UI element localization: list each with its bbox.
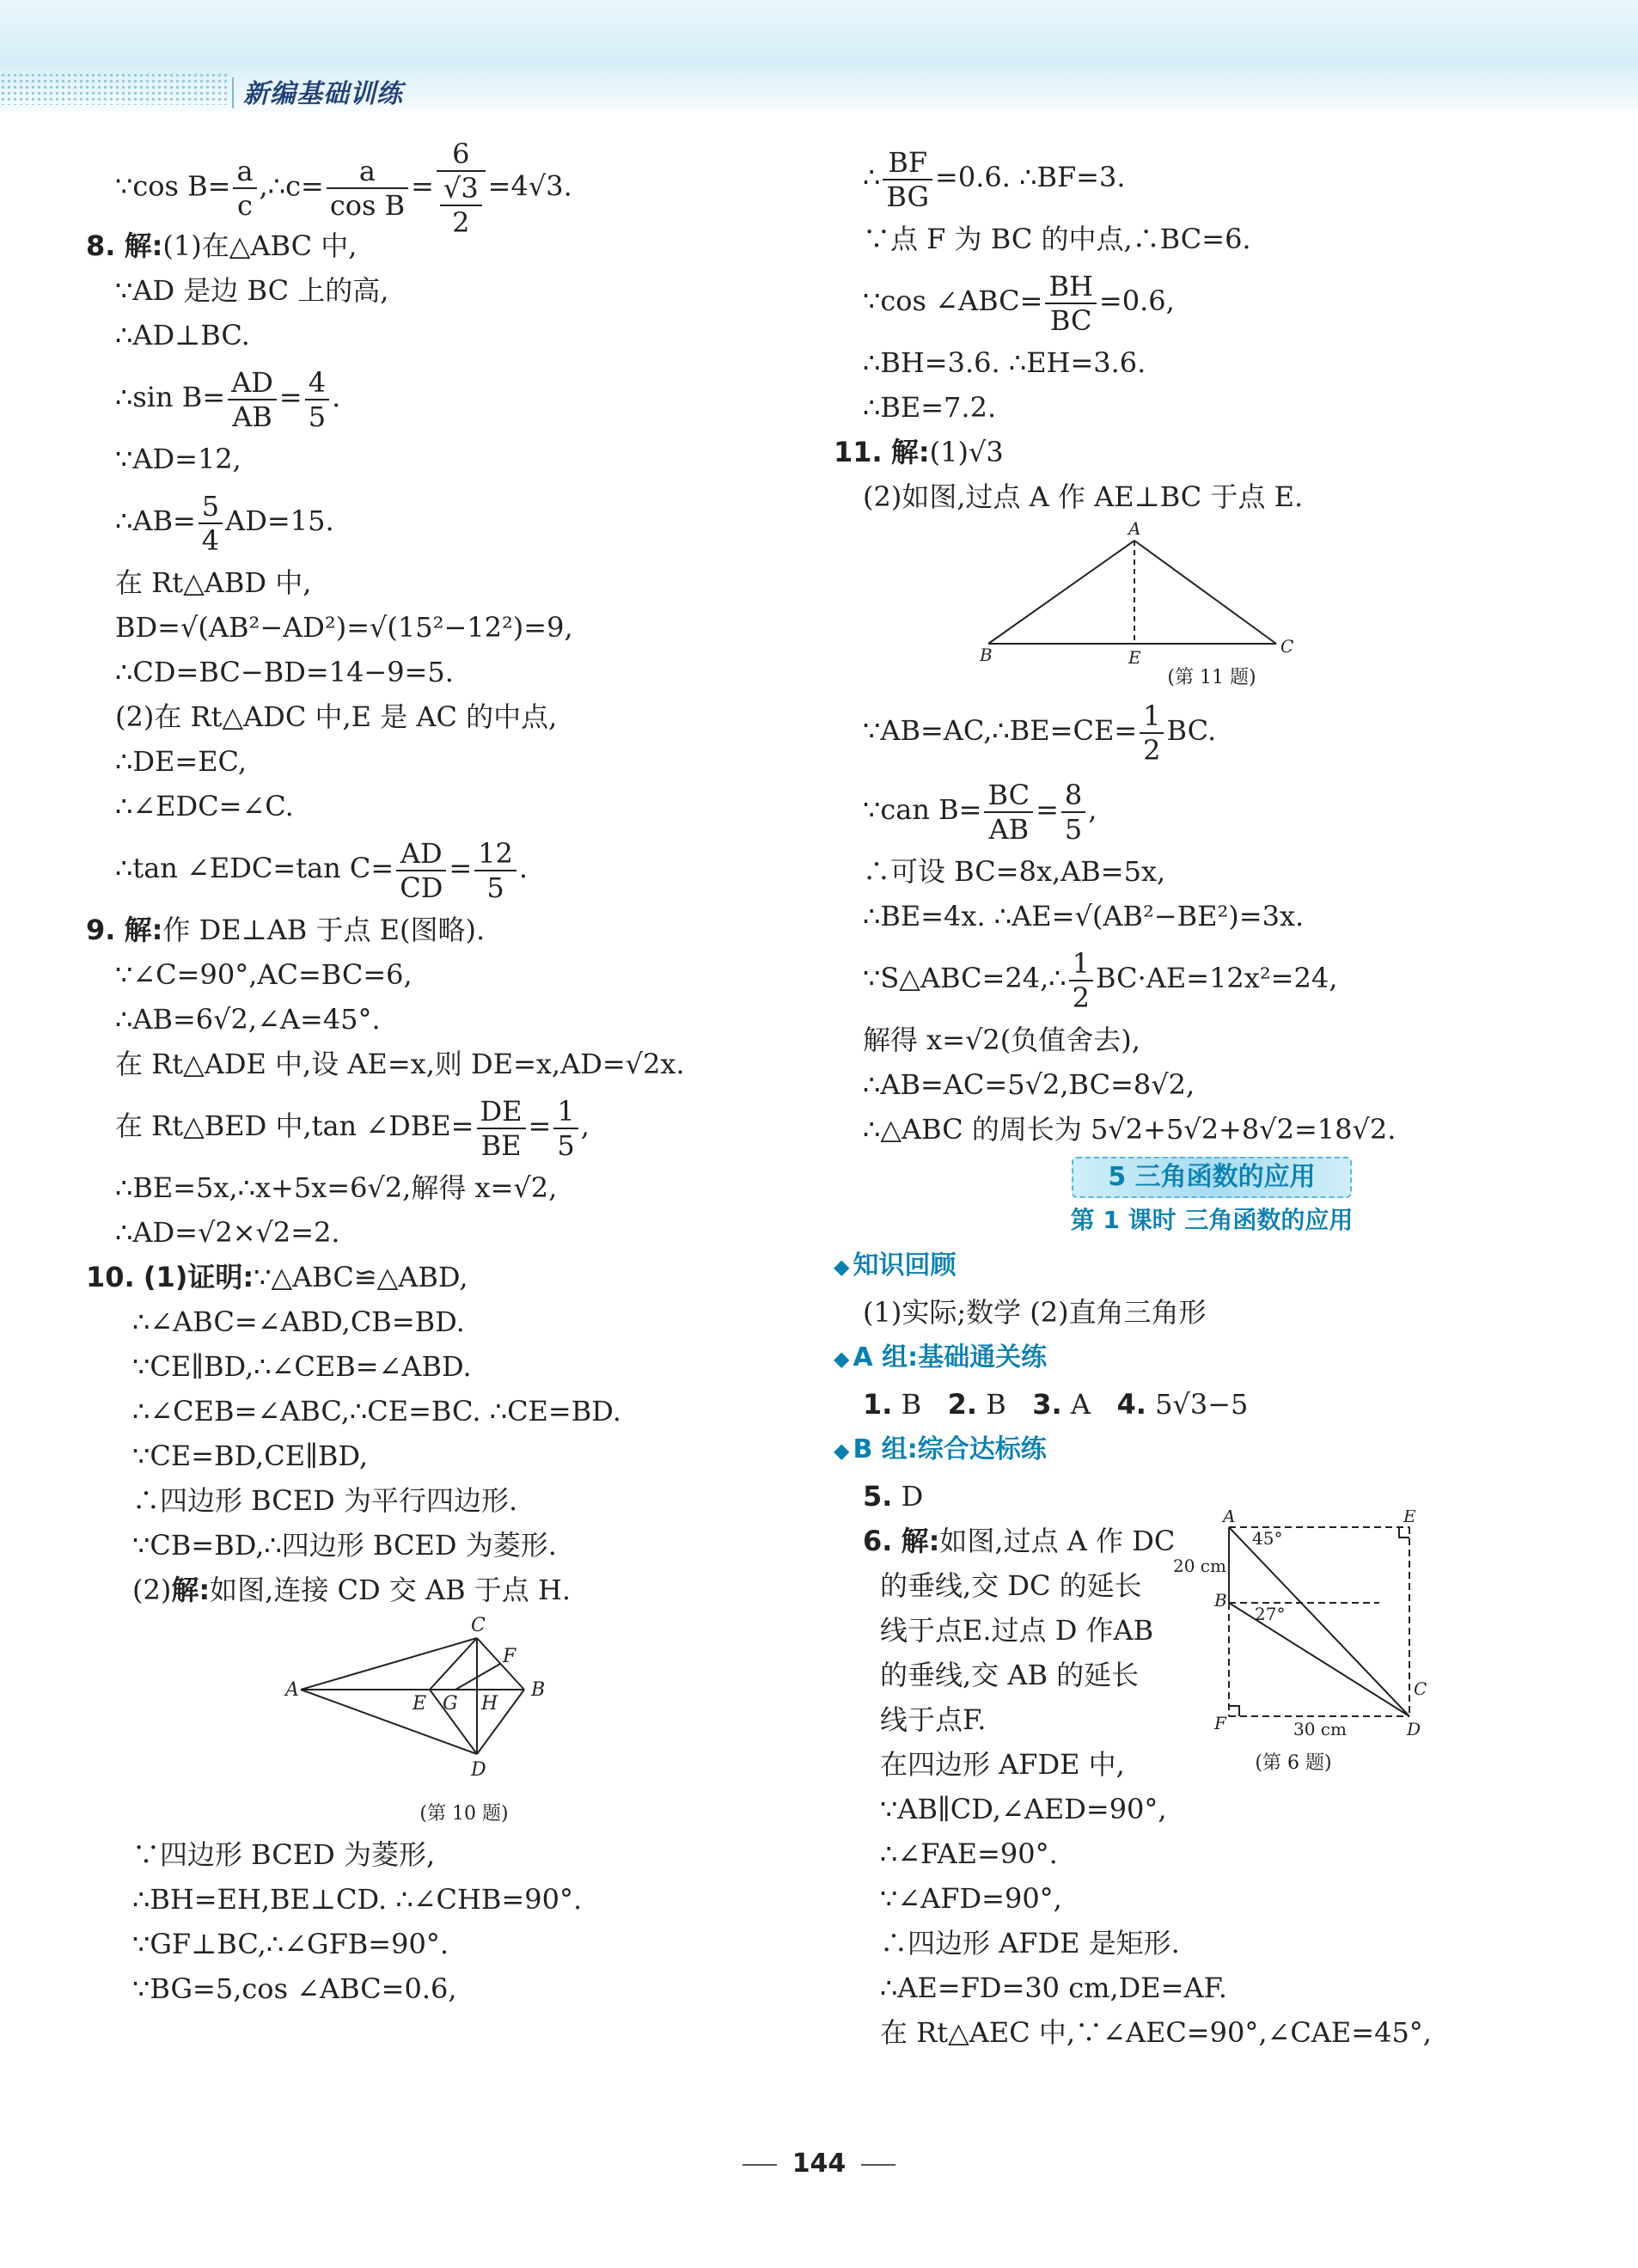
q6-line: 在四边形 AFDE 中, — [880, 1748, 1125, 1781]
fig11-label-b: B — [980, 645, 993, 665]
q11-line: ∴可设 BC=8x,AB=5x, — [863, 855, 1166, 888]
q9-line: ∵∠C=90°,AC=BC=6, — [115, 958, 413, 991]
q8-line: 在 Rt△ABD 中, — [115, 566, 312, 599]
q11-line: ∵S△ABC=24,∴ $\frac{1}{2}$ BC·AE=12x²=24, — [863, 946, 1338, 1014]
q8-line: ∴CD=BC−BD=14−9=5. — [115, 656, 454, 688]
q11-line: ∴△ABC 的周长为 5√2+5√2+8√2=18√2. — [863, 1113, 1397, 1146]
q11-line: 11. 解:(1)√3 — [834, 436, 1004, 468]
q10-line: ∴四边形 BCED 为平行四边形. — [132, 1484, 518, 1517]
header-dot-pattern — [0, 72, 228, 105]
q11-diagram — [834, 519, 1590, 665]
q8-line: ∴∠EDC=∠C. — [115, 790, 294, 822]
fig6-angle-27: 27° — [1255, 1604, 1286, 1624]
fig6-label-a: A — [1223, 1510, 1236, 1526]
fig6-label-f: F — [1214, 1713, 1226, 1733]
heading-review: ◆ 知识回顾 — [834, 1250, 957, 1281]
review-answer: (1)实际;数学 (2)直角三角形 — [863, 1296, 1207, 1329]
left-column — [86, 138, 842, 2011]
q6-line: ∴AE=FD=30 cm,DE=AF. — [880, 1972, 1227, 2004]
q11-line: ∴BE=4x. ∴AE=√(AB²−BE²)=3x. — [863, 900, 1305, 932]
q8-line: ∴AB= $\frac{5}{4}$ AD=15. — [115, 489, 334, 557]
q11-line: (2)如图,过点 A 作 AE⊥BC 于点 E. — [863, 480, 1304, 513]
q6-line: 线于点F. — [880, 1703, 987, 1736]
fraction: $\frac{6}{\frac{√3}{2}}$ — [437, 138, 486, 239]
diamond-icon: ◆ — [834, 1255, 850, 1279]
fig10-label-a: A — [285, 1679, 299, 1701]
q10-cont-line: ∵cos ∠ABC= $\frac{BH}{BC}$ =0.6, — [863, 269, 1175, 337]
q6-line: ∵∠AFD=90°, — [880, 1882, 1062, 1915]
fig10-label-g: G — [443, 1693, 458, 1715]
q9-line: 在 Rt△ADE 中,设 AE=x,则 DE=x,AD=√2x. — [115, 1048, 685, 1080]
fraction: $\frac{a}{\text{cos B}}$ — [327, 155, 408, 222]
q10-cont-line: ∴BH=3.6. ∴EH=3.6. — [863, 346, 1146, 379]
fig10-label-f: F — [503, 1646, 516, 1667]
q8-line: ∴DE=EC, — [115, 745, 248, 778]
q10-line: ∵CE=BD,CE∥BD, — [132, 1440, 369, 1472]
q6-line: 的垂线,交 DC 的延长 — [880, 1569, 1142, 1602]
q9-line: ∴AB=6√2,∠A=45°. — [115, 1003, 381, 1036]
q9-line: ∴BE=5x,∴x+5x=6√2,解得 x=√2, — [115, 1171, 558, 1204]
q6-line: ∴∠FAE=90°. — [880, 1837, 1058, 1870]
q8-line: ∴AD⊥BC. — [115, 319, 250, 352]
fig6-length-30: 30 cm — [1293, 1719, 1347, 1739]
fig11-label-e: E — [1128, 647, 1141, 665]
q10-line: 10. (1)证明:∵△ABC≌△ABD, — [86, 1261, 468, 1293]
q10-cont-line: ∴ $\frac{BF}{BG}$ =0.6. ∴BF=3. — [863, 145, 1126, 213]
q10-cont-line: ∵点 F 为 BC 的中点,∴BC=6. — [863, 223, 1251, 255]
heading-group-b: ◆ B 组:综合达标练 — [834, 1434, 1047, 1464]
q8-line: (2)在 Rt△ADC 中,E 是 AC 的中点, — [115, 700, 558, 733]
answer-line: ∵cos B= $\frac{a}{c}$ ,∴c= $\frac{a}{\text{cos B}}$ = $\frac{6}{\frac{√3}{2}}$ =4√3. — [115, 138, 572, 239]
fraction: $\frac{a}{c}$ — [233, 155, 256, 222]
q10-line: ∴BH=EH,BE⊥CD. ∴∠CHB=90°. — [132, 1883, 583, 1916]
q6-line: 线于点E.过点 D 作AB — [880, 1614, 1154, 1647]
section-title-wrap — [834, 1153, 1590, 1198]
fig6-label-e: E — [1403, 1510, 1416, 1526]
group-b-answer-5: 5. D — [863, 1480, 924, 1513]
figure-q6-caption: (第 6 题) — [1255, 1752, 1332, 1774]
q11-line: ∵AB=AC,∴BE=CE= $\frac{1}{2}$ BC. — [863, 699, 1217, 767]
q6-line: ∵AB∥CD,∠AED=90°, — [880, 1793, 1167, 1825]
q10-line: ∵四边形 BCED 为菱形, — [132, 1838, 436, 1871]
fig10-label-h: H — [481, 1693, 498, 1715]
fig6-label-d: D — [1407, 1719, 1421, 1739]
q8-line: 8. 解:(1)在△ABC 中, — [86, 229, 358, 262]
q10-line: (2)解:如图,连接 CD 交 AB 于点 H. — [132, 1574, 571, 1606]
fig10-label-e: E — [413, 1693, 427, 1715]
q8-line: ∵AD 是边 BC 上的高, — [115, 274, 389, 307]
q6-line: 的垂线,交 AB 的延长 — [880, 1659, 1140, 1691]
section-title: 5 三角函数的应用 — [1072, 1157, 1351, 1198]
q10-line: ∵GF⊥BC,∴∠GFB=90°. — [132, 1928, 449, 1960]
diamond-icon: ◆ — [834, 1439, 850, 1463]
q9-line: 在 Rt△BED 中,tan ∠DBE= $\frac{DE}{BE}$ = $\frac{1}{5}$ , — [115, 1094, 590, 1162]
q8-line: ∴tan ∠EDC=tan C= $\frac{AD}{CD}$ = $\frac{12}{5}$ . — [115, 836, 529, 904]
figure-q10-caption: (第 10 题) — [419, 1803, 509, 1825]
q6-block — [834, 1510, 1590, 2055]
right-column — [834, 138, 1590, 2055]
q10-diagram — [86, 1612, 842, 1801]
q11-line: ∵can B= $\frac{BC}{AB}$ = $\frac{8}{5}$ , — [863, 778, 1097, 846]
q6-line: 在 Rt△AEC 中,∵∠AEC=90°,∠CAE=45°, — [880, 2016, 1432, 2049]
fig6-label-c: C — [1414, 1678, 1427, 1699]
fig6-angle-45: 45° — [1252, 1528, 1283, 1549]
q11-line: 解得 x=√2(负值舍去), — [863, 1024, 1140, 1056]
diamond-icon: ◆ — [834, 1347, 850, 1371]
fig6-length-20: 20 cm — [1173, 1556, 1226, 1576]
header-brand: 新编基础训练 — [243, 79, 403, 109]
q8-line: ∵AD=12, — [115, 443, 241, 475]
figure-q6 — [1173, 1510, 1448, 1794]
figure-q11 — [834, 519, 1590, 665]
q9-line: 9. 解:作 DE⊥AB 于点 E(图略). — [86, 914, 486, 946]
q10-line: ∴∠ABC=∠ABD,CB=BD. — [132, 1305, 465, 1338]
q8-line: BD=√(AB²−AD²)=√(15²−12²)=9, — [115, 611, 573, 644]
q8-line: ∴sin B= $\frac{AD}{AB}$ = $\frac{4}{5}$ . — [115, 365, 341, 433]
q10-line: ∴∠CEB=∠ABC,∴CE=BC. ∴CE=BD. — [132, 1395, 621, 1427]
q10-cont-line: ∴BE=7.2. — [863, 391, 997, 424]
fig11-label-c: C — [1280, 636, 1294, 657]
lesson-title: 第 1 课时 三角函数的应用 — [1070, 1206, 1354, 1234]
fig6-label-b: B — [1214, 1590, 1227, 1611]
fig10-label-c: C — [471, 1615, 486, 1636]
q9-line: ∴AD=√2×√2=2. — [115, 1216, 340, 1249]
q6-line: ∴四边形 AFDE 是矩形. — [880, 1927, 1180, 1959]
fig11-label-a: A — [1128, 519, 1141, 539]
heading-group-a: ◆ A 组:基础通关练 — [834, 1342, 1048, 1372]
q10-line: ∵BG=5,cos ∠ABC=0.6, — [132, 1972, 457, 2005]
q6-line: 6. 解:如图,过点 A 作 DC — [863, 1525, 1176, 1557]
q10-line: ∵CE∥BD,∴∠CEB=∠ABD. — [132, 1350, 472, 1383]
q11-line: ∴AB=AC=5√2,BC=8√2, — [863, 1068, 1195, 1101]
fig10-label-b: B — [531, 1679, 546, 1701]
header-divider — [232, 77, 234, 108]
fig10-label-d: D — [471, 1759, 486, 1781]
page-number: 144 — [0, 2149, 1638, 2179]
q10-line: ∵CB=BD,∴四边形 BCED 为菱形. — [132, 1529, 557, 1562]
figure-q11-caption: (第 11 题) — [1167, 667, 1256, 688]
group-a-answers: 1. B 2. B 3. A 4. 5√3−5 — [863, 1388, 1249, 1421]
figure-q10 — [86, 1612, 842, 1801]
